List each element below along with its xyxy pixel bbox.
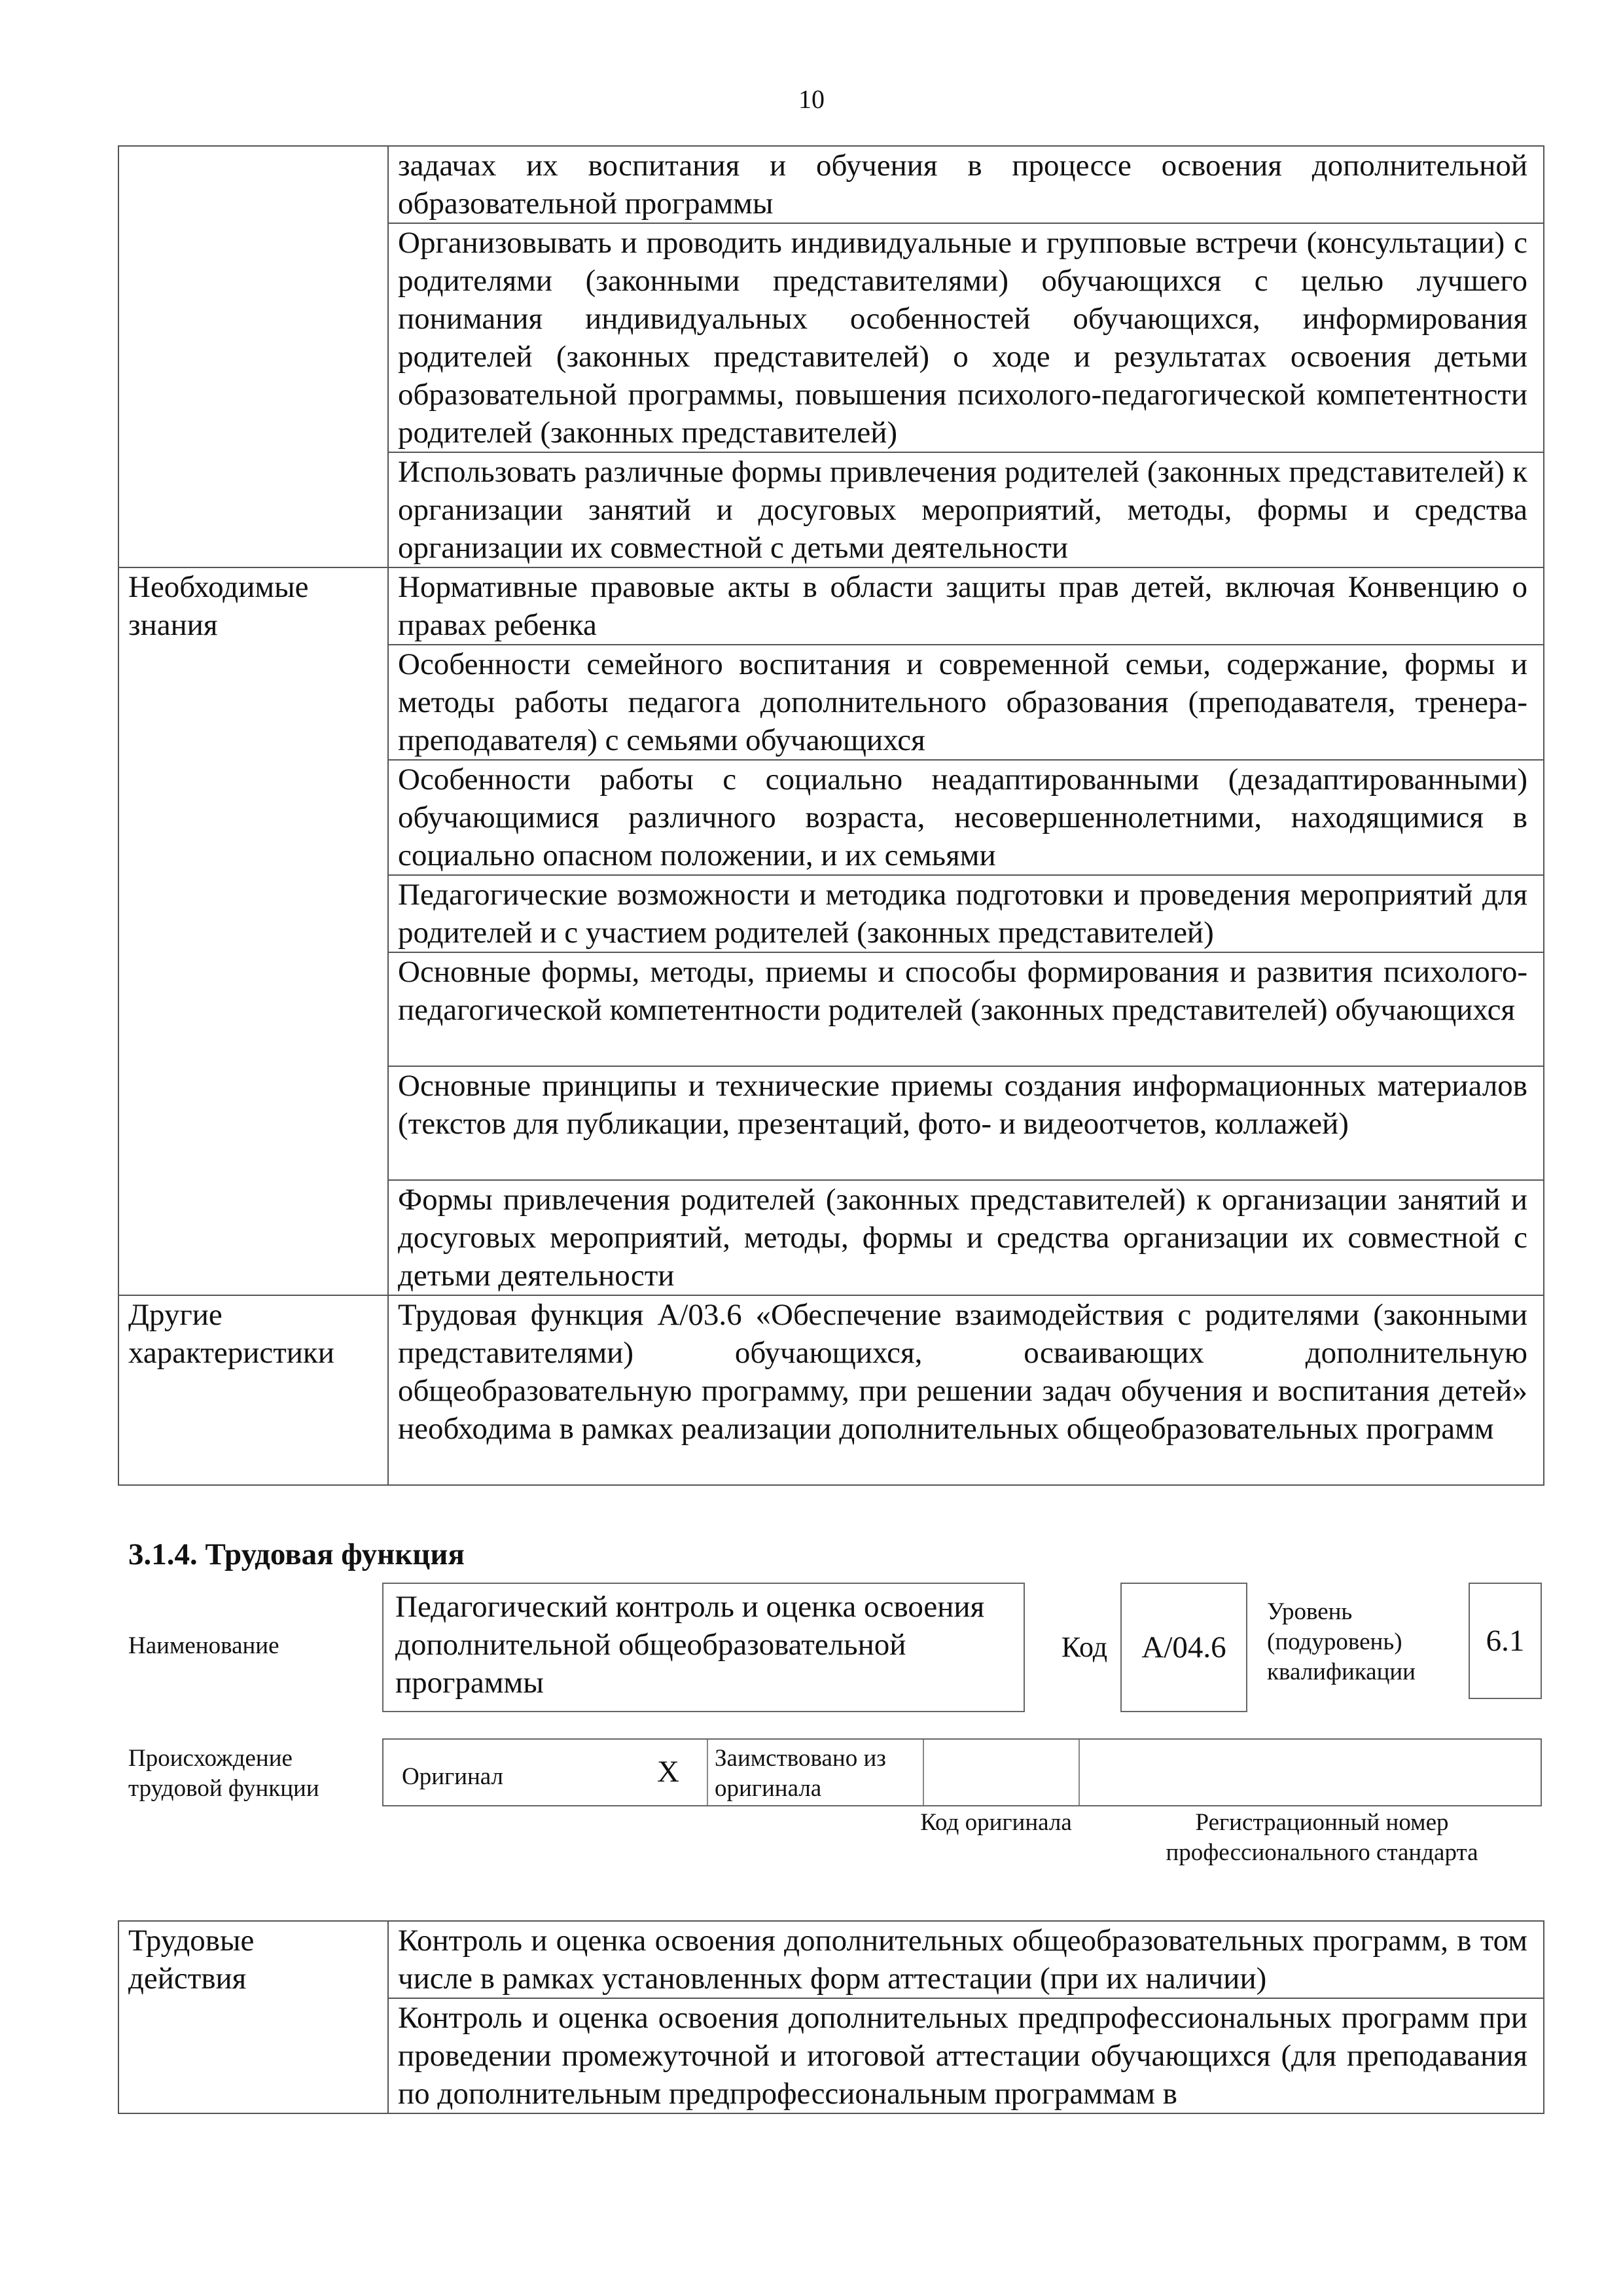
knowledge-table bbox=[118, 145, 1544, 1486]
caption-code: Код оригинала bbox=[920, 1809, 1072, 1836]
row-text: Педагогические возможности и методика подготовки и проведения мероприятий для родителей и с участием родителей (законных представителей) bbox=[388, 875, 1544, 952]
origin-box bbox=[382, 1738, 1542, 1806]
actions-table bbox=[118, 1920, 1544, 2114]
original-mark: X bbox=[657, 1755, 679, 1789]
table-row bbox=[118, 146, 1544, 223]
row-text: Организовывать и проводить индивидуальные и групповые встречи (консультации) с родителями (законными представителями) обучающихся с целью лучшего понимания индивидуальных особенностей обучающихся, информирования родителей (законных представителей) о ходе и результатах освоения детьми образовательной программы, повышения психолого-педагогической компетентности родителей (законных представителей) bbox=[388, 223, 1544, 452]
row-text: Использовать различные формы привлечения родителей (законных представителей) к организации занятий и досуговых мероприятий, методы, формы и средства организации их совместной с детьми деятельности bbox=[388, 452, 1544, 567]
section-heading: 3.1.4. Трудовая функция bbox=[128, 1537, 465, 1571]
row-text: Трудовая функция А/03.6 «Обеспечение взаимодействия с родителями (законными представителями) обучающихся, осваивающих дополнительную общеобразовательную программу, при решении задач обучения и воспитания детей» необходима в рамках реализации дополнительных общеобразовательных программ bbox=[388, 1295, 1544, 1485]
row-text: Формы привлечения родителей (законных представителей) к организации занятий и досуговых мероприятий, методы, формы и средства организации их совместной с детьми деятельности bbox=[388, 1180, 1544, 1295]
row-label-required-knowledge: Необходимые знания bbox=[118, 567, 388, 1295]
row-label bbox=[118, 146, 388, 567]
name-box bbox=[382, 1583, 1025, 1712]
level-label: Уровень (подуровень) квалификации bbox=[1267, 1598, 1416, 1685]
divider bbox=[1079, 1740, 1080, 1805]
code-value: А/04.6 bbox=[1120, 1583, 1247, 1712]
row-text: Нормативные правовые акты в области защиты прав детей, включая Конвенцию о правах ребенка bbox=[388, 567, 1544, 645]
code-label: Код bbox=[1061, 1631, 1108, 1663]
divider bbox=[923, 1740, 924, 1805]
row-text: Контроль и оценка освоения дополнительных предпрофессиональных программ при проведении промежуточной и итоговой аттестации обучающихся (для преподавания по дополнительным предпрофессиональным программам в bbox=[388, 1998, 1544, 2113]
row-label-other-characteristics: Другие характеристики bbox=[118, 1295, 388, 1485]
row-text: задачах их воспитания и обучения в процессе освоения дополнительной образовательной программы bbox=[388, 146, 1544, 223]
name-label: Наименование bbox=[128, 1632, 279, 1659]
row-label-work-actions: Трудовые действия bbox=[118, 1921, 388, 2113]
page-number: 10 bbox=[798, 84, 825, 114]
row-text: Особенности семейного воспитания и современной семьи, содержание, формы и методы работы педагога дополнительного образования (преподавателя, тренера-преподавателя) с семьями обучающихся bbox=[388, 645, 1544, 760]
row-text: Основные принципы и технические приемы создания информационных материалов (текстов для публикации, презентаций, фото- и видеоотчетов, коллажей) bbox=[388, 1066, 1544, 1180]
divider bbox=[707, 1740, 708, 1805]
row-text: Особенности работы с социально неадаптированными (дезадаптированными) обучающимися различного возраста, несовершеннолетними, находящимися в социально опасном положении, и их семьями bbox=[388, 760, 1544, 875]
caption-registration: Регистрационный номер профессионального стандарта bbox=[1166, 1809, 1478, 1866]
origin-label: Происхождение трудовой функции bbox=[128, 1745, 319, 1802]
name-value: Педагогический контроль и оценка освоения дополнительной общеобразовательной программы bbox=[395, 1590, 985, 1700]
row-text: Основные формы, методы, приемы и способы формирования и развития психолого-педагогической компетентности родителей (законных представителей) обучающихся bbox=[388, 952, 1544, 1066]
row-text: Контроль и оценка освоения дополнительных общеобразовательных программ, в том числе в рамках установленных форм аттестации (при их наличии) bbox=[388, 1921, 1544, 1998]
original-label: Оригинал bbox=[402, 1763, 504, 1790]
table-row bbox=[118, 1295, 1544, 1485]
table-row bbox=[118, 1921, 1544, 1998]
table-row bbox=[118, 567, 1544, 645]
borrowed-label: Заимствовано из оригинала bbox=[715, 1745, 886, 1802]
level-value: 6.1 bbox=[1469, 1583, 1542, 1699]
